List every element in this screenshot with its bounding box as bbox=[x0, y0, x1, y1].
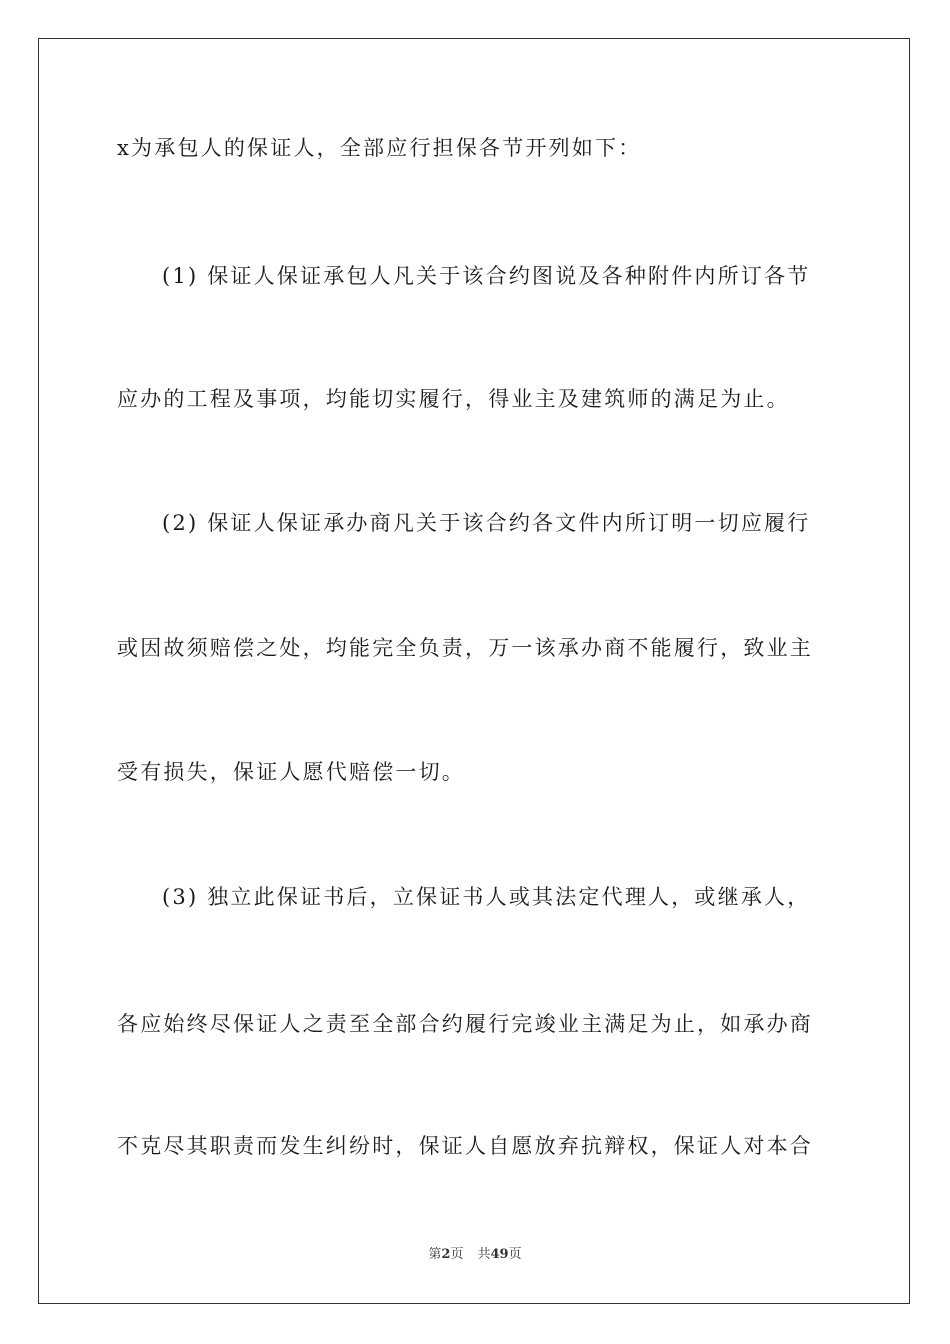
page-prefix: 第 bbox=[428, 1247, 442, 1262]
text-line-9: 不克尽其职责而发生纠纷时，保证人自愿放弃抗辩权，保证人对本合 bbox=[117, 1134, 813, 1158]
text-line-4: (2) 保证人保证承办商凡关于该合约各文件内所订明一切应履行 bbox=[162, 511, 811, 535]
text-line-2: (1) 保证人保证承包人凡关于该合约图说及各种附件内所订各节 bbox=[162, 264, 811, 288]
page-footer bbox=[0, 1246, 950, 1264]
text-line-3: 应办的工程及事项，均能切实履行，得业主及建筑师的满足为止。 bbox=[117, 387, 790, 411]
text-line-6: 受有损失，保证人愿代赔偿一切。 bbox=[117, 760, 465, 784]
text-line-5: 或因故须赔偿之处，均能完全负责，万一该承办商不能履行，致业主 bbox=[117, 636, 813, 660]
text-line-8: 各应始终尽保证人之责至全部合约履行完竣业主满足为止，如承办商 bbox=[117, 1012, 813, 1036]
page-number: 2 bbox=[441, 1247, 451, 1262]
page-suffix: 页 bbox=[450, 1247, 464, 1262]
page-border bbox=[38, 38, 910, 1304]
text-line-7: (3) 独立此保证书后，立保证书人或其法定代理人，或继承人， bbox=[162, 885, 811, 909]
text-line-1: x为承包人的保证人，全部应行担保各节开列如下： bbox=[117, 136, 642, 160]
total-pages: 49 bbox=[490, 1247, 509, 1262]
total-prefix: 共 bbox=[477, 1247, 491, 1262]
total-suffix: 页 bbox=[508, 1247, 522, 1262]
